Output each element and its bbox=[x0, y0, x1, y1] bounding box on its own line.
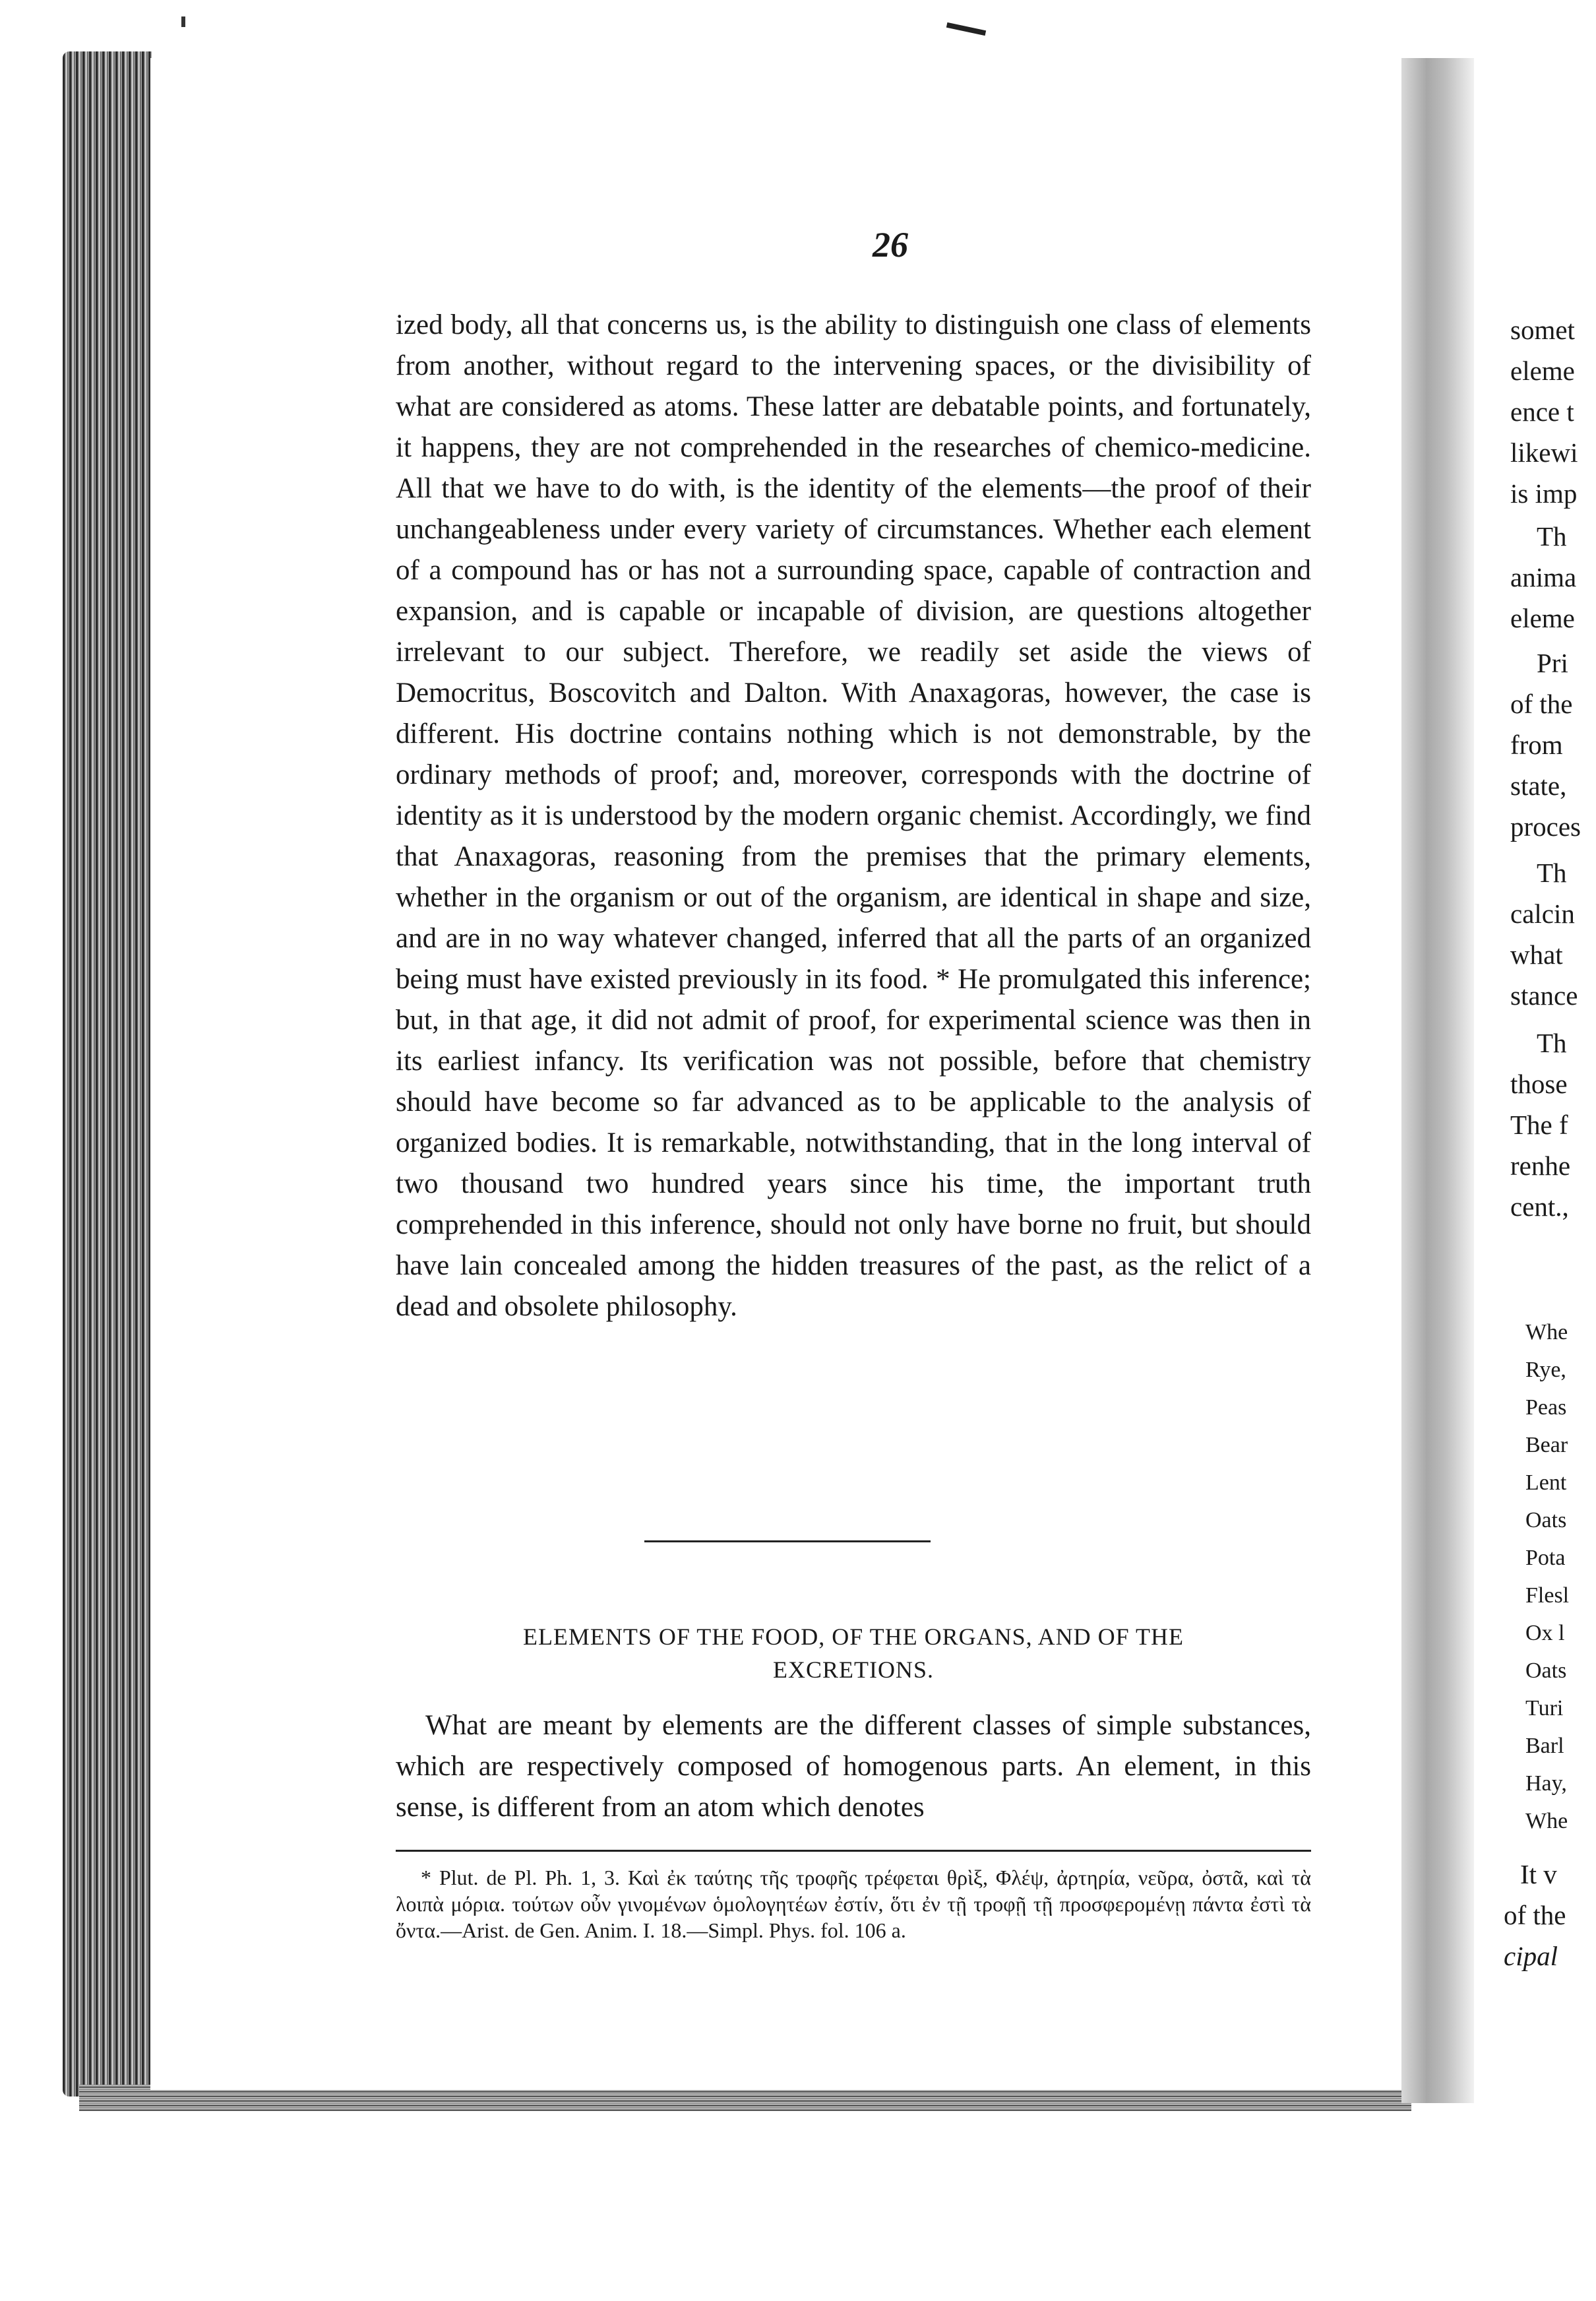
right-page-fragment bbox=[1474, 73, 1596, 2118]
right-page-line: those bbox=[1510, 1069, 1568, 1099]
right-page-line: what bbox=[1510, 939, 1563, 970]
book-gutter bbox=[1401, 58, 1474, 2103]
right-page-line: of the bbox=[1510, 689, 1573, 719]
footnote: * Plut. de Pl. Ph. 1, 3. Καὶ ἐκ ταύτης τῆς τροφῆς τρέφεται θρὶξ, Φλέψ, ἀρτηρία, νεῦρα, ὀστᾶ, καὶ τὰ λοιπὰ μόρια. τούτων οὖν γινομένων ὁμολογητέων ἐστίν, ὅτι ἐν τῇ τροφῇ τῇ προσφερομένῃ πάντα ἐστὶ τὰ ὄντα.—Arist. de Gen. Anim. I. 18.—Simpl. Phys. fol. 106 a. bbox=[396, 1866, 1311, 1942]
right-page-line: Th bbox=[1537, 858, 1567, 888]
right-page-list-item: Rye, bbox=[1525, 1358, 1566, 1382]
right-page-line: cent., bbox=[1510, 1191, 1569, 1222]
right-page-line: The f bbox=[1510, 1110, 1568, 1140]
right-page-line: Th bbox=[1537, 1028, 1567, 1058]
right-page-line: ence t bbox=[1510, 396, 1574, 427]
right-page-line: likewi bbox=[1510, 437, 1578, 468]
right-page-list-item: Flesl bbox=[1525, 1583, 1570, 1608]
right-page-line: anima bbox=[1510, 562, 1577, 592]
right-page-line: cipal bbox=[1504, 1941, 1558, 1971]
right-page-list-item: Lent bbox=[1525, 1470, 1567, 1495]
right-page-list-item: Turi bbox=[1525, 1696, 1564, 1720]
right-page-line: calcin bbox=[1510, 898, 1575, 929]
right-page-list-item: Hay, bbox=[1525, 1771, 1567, 1796]
right-page-line: proces bbox=[1510, 811, 1581, 842]
right-page-line: eleme bbox=[1510, 603, 1575, 633]
right-page-line: somet bbox=[1510, 315, 1575, 345]
scan-mark bbox=[946, 22, 986, 36]
right-page-line: stance bbox=[1510, 980, 1578, 1011]
page-number: 26 bbox=[873, 225, 908, 265]
right-page-list-item: Oats bbox=[1525, 1658, 1567, 1683]
right-page-line: from bbox=[1510, 730, 1563, 760]
right-page-list-item: Barl bbox=[1525, 1734, 1564, 1758]
right-page-line: Th bbox=[1537, 521, 1567, 552]
book-page-edges bbox=[63, 51, 152, 2096]
right-page-list-item: Whe bbox=[1525, 1809, 1568, 1833]
right-page-list-item: Whe bbox=[1525, 1320, 1568, 1344]
right-page-line: eleme bbox=[1510, 356, 1575, 386]
section-heading-line: ELEMENTS OF THE FOOD, OF THE ORGANS, AND OF THE bbox=[522, 1623, 1184, 1650]
right-page-list-item: Oats bbox=[1525, 1508, 1567, 1532]
right-page-list-item: Bear bbox=[1525, 1433, 1568, 1457]
right-page-line: state, bbox=[1510, 771, 1567, 801]
right-page-line: It v bbox=[1520, 1859, 1557, 1889]
body-paragraph-text: ized body, all that concerns us, is the ability to distinguish one class of elements from another, without regard to the intervening spaces, or the divisibility of what are considered as atoms. These latter are debatable points, and fortunately, it happens, they are not comprehended in the researches of chemico-medicine. All that we have to do with, is the identity of the elements—the proof of their unchangeableness under every variety of circumstances. Whether each element of a compound has or has not a surrounding space, capable of contraction and expansion, and is capable or incapable of division, are questions altogether irrelevant to our subject. Therefore, we readily set aside the views of Democritus, Boscovitch and Dalton. With Anaxagoras, however, the case is different. His doctrine contains nothing which is not demonstrable, by the ordinary methods of proof; and, moreover, corresponds with the doctrine of identity as it is understood by the modern organic chemist. Accordingly, we find that Anaxagoras, reasoning from the premises that the primary elements, whether in the organism or out of the organism, are identical in shape and size, and are in no way whatever changed, inferred that all the parts of an organized being must have existed previously in its food. * He promulgated this inference; but, in that age, it did not admit of proof, for experimental science was then in its earliest infancy. Its verification was not possible, before that chemistry should have become so far advanced as to be applicable to the analysis of organized bodies. It is remarkable, notwithstanding, that in the long interval of two thousand two hundred years since his time, the important truth comprehended in this inference, should not only have borne no fruit, but should have lain concealed among the hidden treasures of the past, as the relict of a dead and obsolete philosophy. bbox=[396, 309, 1311, 1322]
right-page-list-item: Ox l bbox=[1525, 1621, 1565, 1645]
right-page-line: Pri bbox=[1537, 648, 1568, 678]
scan-mark bbox=[181, 16, 185, 27]
section-heading bbox=[396, 1620, 1311, 1686]
right-page-list-item: Pota bbox=[1525, 1546, 1566, 1570]
section-heading-line: EXCRETIONS. bbox=[773, 1656, 934, 1683]
section-divider bbox=[644, 1540, 931, 1542]
right-page-line: renhe bbox=[1510, 1150, 1571, 1181]
footnote-rule bbox=[396, 1850, 1311, 1852]
body-paragraph bbox=[396, 305, 1311, 1327]
section-paragraph: What are meant by elements are the different classes of simple substances, which are respectively composed of homogenous parts. An element, in this sense, is different from an atom which denotes bbox=[396, 1710, 1311, 1823]
right-page-line: is imp bbox=[1510, 478, 1578, 509]
right-page-line: of the bbox=[1504, 1900, 1566, 1930]
right-page-list-item: Peas bbox=[1525, 1395, 1567, 1420]
